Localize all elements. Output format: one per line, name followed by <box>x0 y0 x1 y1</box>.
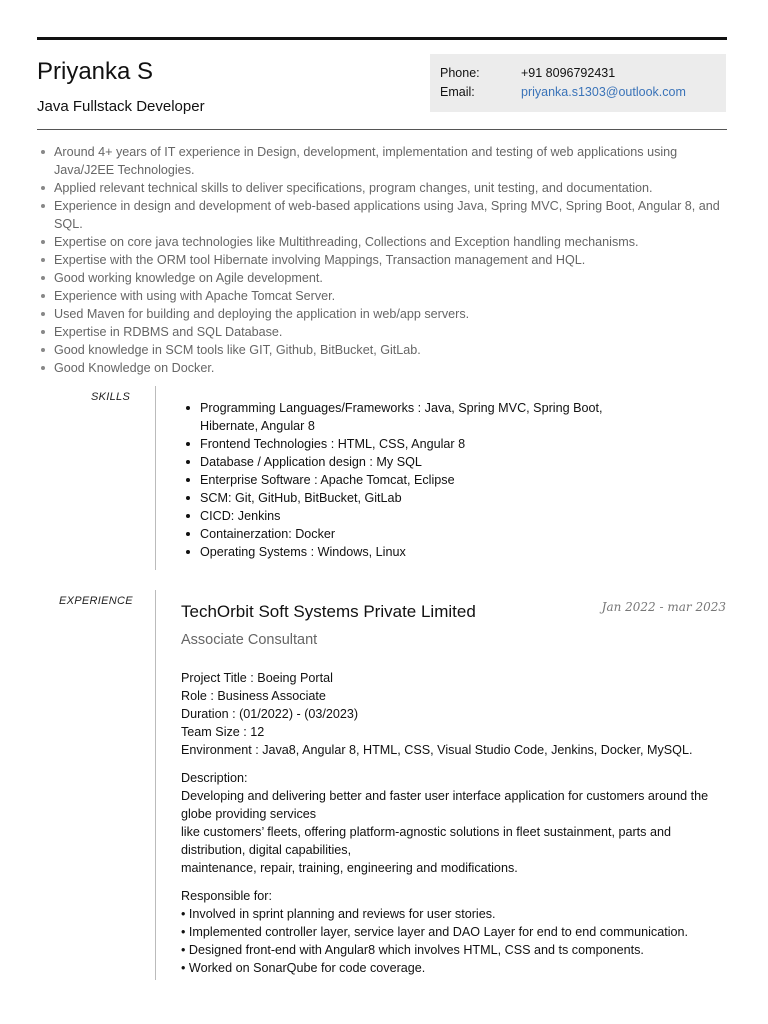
summary-item: Good working knowledge on Agile development. <box>37 269 727 287</box>
description-line: maintenance, repair, training, engineering and modifications. <box>181 861 518 875</box>
summary-item: Good Knowledge on Docker. <box>37 359 727 377</box>
description-heading: Description: <box>181 771 248 785</box>
skill-item: Frontend Technologies : HTML, CSS, Angular 8 <box>183 435 643 453</box>
project-detail-line: Team Size : 12 <box>181 725 265 739</box>
experience-section-label: EXPERIENCE <box>59 595 133 607</box>
phone-number: +91 8096792431 <box>521 66 616 80</box>
project-detail-line: Environment : Java8, Angular 8, HTML, CSS, Visual Studio Code, Jenkins, Docker, MySQL. <box>181 743 693 757</box>
responsibility-item: • Worked on SonarQube for code coverage. <box>181 961 426 975</box>
email-row <box>440 85 726 104</box>
responsibility-item: • Involved in sprint planning and reviews for user stories. <box>181 907 496 921</box>
candidate-name: Priyanka S <box>37 58 154 85</box>
phone-label: Phone: <box>440 66 480 80</box>
summary-item: Expertise in RDBMS and SQL Database. <box>37 323 727 341</box>
skill-item: Programming Languages/Frameworks : Java, Spring MVC, Spring Boot, Hibernate, Angular 8 <box>183 399 643 435</box>
responsibilities-heading: Responsible for: <box>181 889 273 903</box>
email-label: Email: <box>440 85 475 99</box>
skill-item: Operating Systems : Windows, Linux <box>183 543 643 561</box>
summary-list <box>37 143 727 377</box>
company-name: TechOrbit Soft Systems Private Limited <box>181 602 476 621</box>
skill-item: Enterprise Software : Apache Tomcat, Eclipse <box>183 471 643 489</box>
summary-item: Around 4+ years of IT experience in Design, development, implementation and testing of web applications using Java/J2EE Technologies. <box>37 143 727 179</box>
skills-list <box>183 399 643 561</box>
project-detail-line: Project Title : Boeing Portal <box>181 671 333 685</box>
job-title: Java Fullstack Developer <box>37 98 205 115</box>
summary-item: Experience in design and development of web-based applications using Java, Spring MVC, Spring Boot, Angular 8, and SQL. <box>37 197 727 233</box>
description-line: like customers’ fleets, offering platform-agnostic solutions in fleet sustainment, parts and distribution, digital capabilities, <box>181 825 671 857</box>
responsibilities <box>181 887 731 977</box>
project-detail-line: Role : Business Associate <box>181 689 326 703</box>
project-detail-line: Duration : (01/2022) - (03/2023) <box>181 707 359 721</box>
header-rule <box>37 129 727 130</box>
skill-item: SCM: Git, GitHub, BitBucket, GitLab <box>183 489 643 507</box>
skills-divider <box>155 386 156 570</box>
summary-item: Good knowledge in SCM tools like GIT, Github, BitBucket, GitLab. <box>37 341 727 359</box>
responsibility-item: • Designed front-end with Angular8 which involves HTML, CSS and ts components. <box>181 943 644 957</box>
description-line: Developing and delivering better and faster user interface application for customers around the globe providing services <box>181 789 709 821</box>
project-description <box>181 769 731 877</box>
top-rule <box>37 37 727 40</box>
summary-item: Applied relevant technical skills to deliver specifications, program changes, unit testing, and documentation. <box>37 179 727 197</box>
phone-row <box>440 66 726 85</box>
project-details <box>181 669 731 759</box>
summary-item: Used Maven for building and deploying the application in web/app servers. <box>37 305 727 323</box>
skill-item: Containerzation: Docker <box>183 525 643 543</box>
experience-divider <box>155 590 156 980</box>
responsibility-item: • Implemented controller layer, service layer and DAO Layer for end to end communication. <box>181 925 689 939</box>
skill-item: CICD: Jenkins <box>183 507 643 525</box>
summary-item: Expertise with the ORM tool Hibernate involving Mappings, Transaction management and HQL. <box>37 251 727 269</box>
skill-item: Database / Application design : My SQL <box>183 453 643 471</box>
position-title: Associate Consultant <box>181 632 318 648</box>
contact-box <box>430 54 726 112</box>
summary-item: Experience with using with Apache Tomcat Server. <box>37 287 727 305</box>
employment-dates: Jan 2022 - mar 2023 <box>601 600 726 614</box>
summary-item: Expertise on core java technologies like Multithreading, Collections and Exception handling mechanisms. <box>37 233 727 251</box>
email-link[interactable]: priyanka.s1303@outlook.com <box>521 85 686 99</box>
skills-section-label: SKILLS <box>91 391 131 403</box>
